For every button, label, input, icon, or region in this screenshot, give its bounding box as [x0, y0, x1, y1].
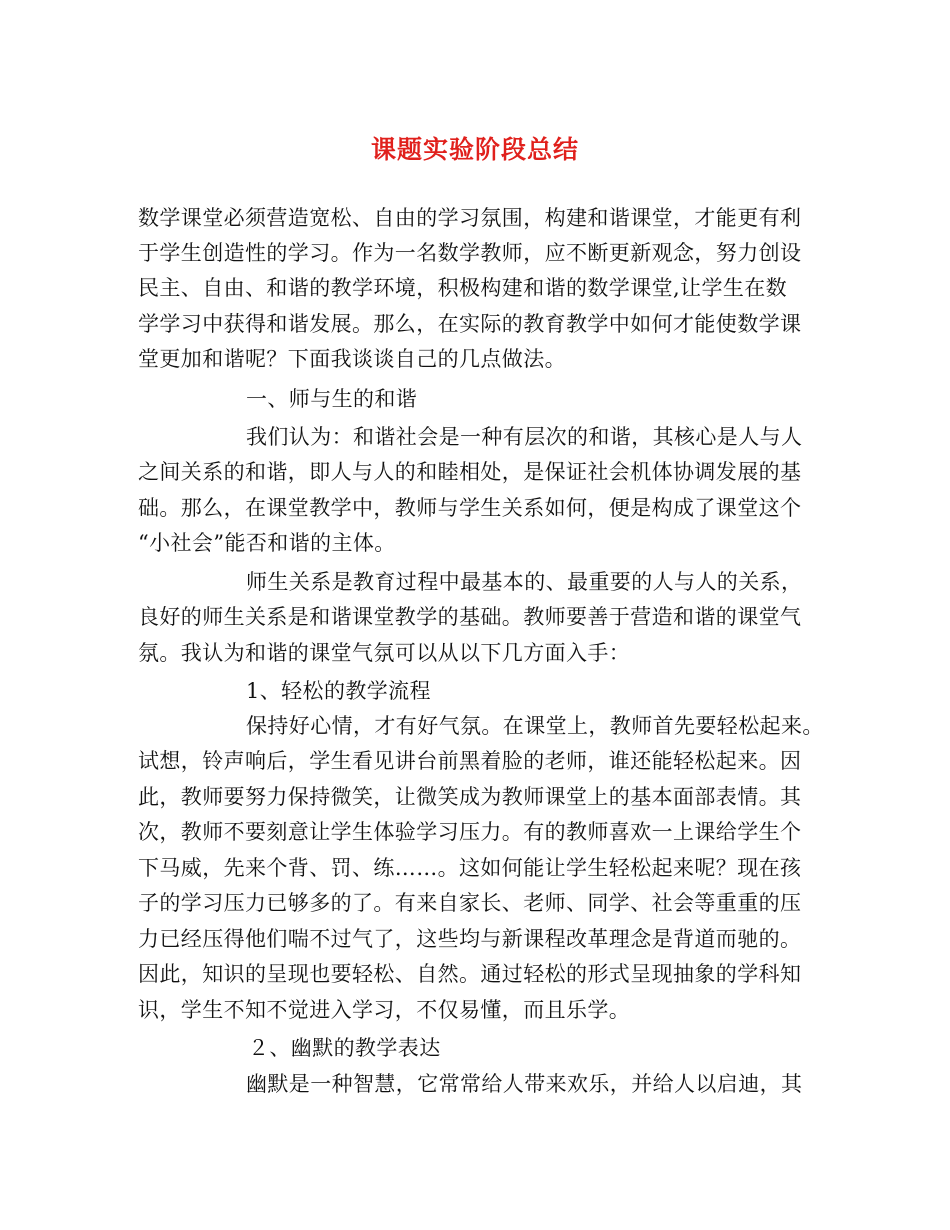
paragraph-line: 子的学习压力已够多的了。有来自家长、老师、同学、社会等重重的压	[138, 891, 802, 915]
paragraph-line: 识，学生不知不觉进入学习，不仅易懂，而且乐学。	[138, 998, 631, 1022]
paragraph-line: 保持好心情，才有好气氛。在课堂上，教师首先要轻松起来。	[246, 714, 824, 738]
paragraph-line: 数学课堂必须营造宽松、自由的学习氛围，构建和谐课堂，才能更有利	[138, 206, 802, 230]
paragraph-line: 氛。我认为和谐的课堂气氛可以从以下几方面入手：	[138, 641, 631, 665]
paragraph-line: 此，教师要努力保持微笑，让微笑成为教师课堂上的基本面部表情。其	[138, 785, 802, 809]
paragraph-line: 力已经压得他们喘不过气了，这些均与新课程改革理念是背道而驰的。	[138, 927, 802, 951]
paragraph-line: 下马威，先来个背、罚、练……。这如何能让学生轻松起来呢？现在孩	[138, 856, 802, 880]
section-heading: 一、师与生的和谐	[246, 387, 418, 411]
document-title: 课题实验阶段总结	[370, 135, 579, 164]
paragraph-line: 学学习中获得和谐发展。那么，在实际的教育教学中如何才能使数学课	[138, 312, 802, 336]
subsection-heading: 1、轻松的教学流程	[246, 679, 431, 703]
paragraph-line: 因此，知识的呈现也要轻松、自然。通过轻松的形式呈现抽象的学科知	[138, 962, 802, 986]
paragraph-line: 良好的师生关系是和谐课堂教学的基础。教师要善于营造和谐的课堂气	[138, 605, 802, 629]
paragraph-line: 于学生创造性的学习。作为一名数学教师，应不断更新观念，努力创设	[138, 241, 802, 265]
paragraph-line: 我们认为：和谐社会是一种有层次的和谐，其核心是人与人	[246, 425, 803, 449]
paragraph-line: 础。那么，在课堂教学中，教师与学生关系如何，便是构成了课堂这个	[138, 496, 802, 520]
paragraph-line: 民主、自由、和谐的教学环境，积极构建和谐的数学课堂,让学生在数	[138, 276, 788, 300]
paragraph-line: 次，教师不要刻意让学生体验学习压力。有的教师喜欢一上课给学生个	[138, 820, 802, 844]
paragraph-line: 之间关系的和谐，即人与人的和睦相处，是保证社会机体协调发展的基	[138, 460, 802, 484]
paragraph-line: 师生关系是教育过程中最基本的、最重要的人与人的关系，	[246, 570, 803, 594]
subsection-heading: ２、幽默的教学表达	[248, 1036, 441, 1060]
paragraph-line: “小社会”能否和谐的主体。	[138, 531, 396, 555]
paragraph-line: 堂更加和谐呢？下面我谈谈自己的几点做法。	[138, 347, 566, 371]
paragraph-line: 幽默是一种智慧，它常常给人带来欢乐，并给人以启迪，其	[246, 1072, 803, 1096]
paragraph-line: 试想，铃声响后，学生看见讲台前黑着脸的老师，谁还能轻松起来。因	[138, 749, 802, 773]
